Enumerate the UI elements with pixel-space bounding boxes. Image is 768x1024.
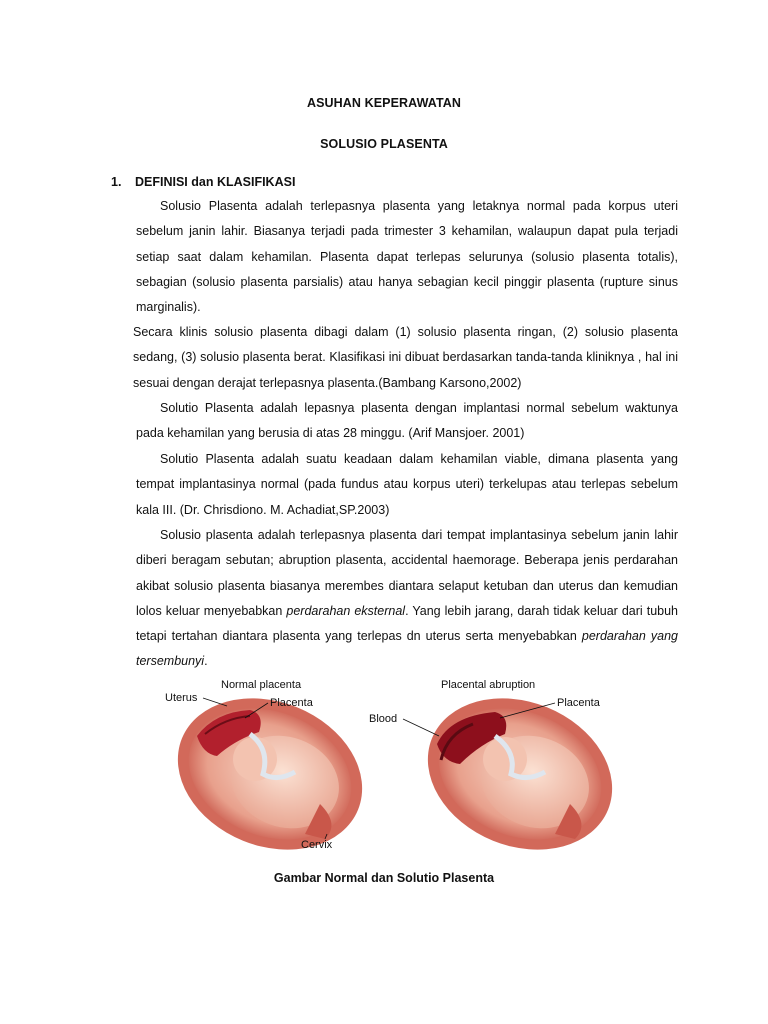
normal-placenta-title: Normal placenta [221, 679, 302, 691]
paragraph-5-italic-2: perdarahan yang tersembunyi [136, 629, 678, 669]
paragraph-5-text-a: Solusio plasenta adalah terlepasnya plasenta dari tempat implantasinya sebelum janin lahir diberi beragam sebutan; abruption plasenta, accidental haemorage. Beberapa jenis perdarahan akibat solusio plasenta biasanya merembes diantara selaput ketuban dan uterus dan kemudian lolos keluar menyebabkan [136, 528, 678, 618]
paragraph-4: Solutio Plasenta adalah suatu keadaan dalam kehamilan viable, dimana plasenta yang tempat implantasinya normal (pada fundus atau korpus uteri) terkelupas atau terlepas sebelum kala III. (Dr. Chrisdiono. M. Achadiat,SP.2003) [136, 452, 678, 517]
figure-caption: Gambar Normal dan Solutio Plasenta [273, 871, 495, 885]
cervix-label: Cervix [301, 839, 333, 851]
section-heading-text: DEFINISI dan KLASIFIKASI [135, 175, 296, 189]
section-number: 1. [111, 175, 122, 189]
placenta-illustration [155, 674, 645, 854]
placental-abruption-title: Placental abruption [441, 679, 536, 691]
placenta-right-label: Placenta [557, 697, 600, 709]
paragraph-5 [136, 523, 678, 675]
blood-label: Blood [369, 713, 398, 725]
document-subtitle: SOLUSIO PLASENTA [320, 137, 448, 151]
paragraph-5-text-c: . [204, 654, 208, 669]
uterus-label: Uterus [165, 692, 198, 704]
paragraph-1: Solusio Plasenta adalah terlepasnya plasenta yang letaknya normal pada korpus uteri sebelum janin lahir. Biasanya terjadi pada trimester 3 kehamilan, walaupun dapat pula terjadi setiap saat dalam kehamilan. Plasenta dapat terlepas selurunya (solusio plasenta totalis), sebagian (solusio plasenta parsialis) atau hanya sebagian kecil pinggir plasenta (rupture sinus marginalis). [136, 199, 678, 315]
document-title: ASUHAN KEPERAWATAN [306, 96, 462, 110]
section-heading [111, 175, 295, 189]
normal-placenta-diagram [155, 674, 385, 854]
paragraph-2: Secara klinis solusio plasenta dibagi dalam (1) solusio plasenta ringan, (2) solusio plasenta sedang, (3) solusio plasenta berat. Klasifikasi ini dibuat berdasarkan tanda-tanda kliniknya , hal ini sesuai dengan derajat terlepasnya plasenta.(Bambang Karsono,2002) [133, 325, 678, 390]
placental-abruption-diagram [369, 674, 635, 854]
placenta-left-label: Placenta [270, 697, 313, 709]
paragraph-5-text-b: . Yang lebih jarang, darah tidak keluar dari tubuh tetapi tertahan diantara plasenta yang terlepas dn uterus serta menyebabkan [136, 603, 678, 644]
paragraph-3: Solutio Plasenta adalah lepasnya plasenta dengan implantasi normal sebelum waktunya pada kehamilan yang berusia di atas 28 minggu. (Arif Mansjoer. 2001) [136, 401, 678, 441]
paragraph-5-italic-1: perdarahan eksternal [286, 603, 406, 618]
